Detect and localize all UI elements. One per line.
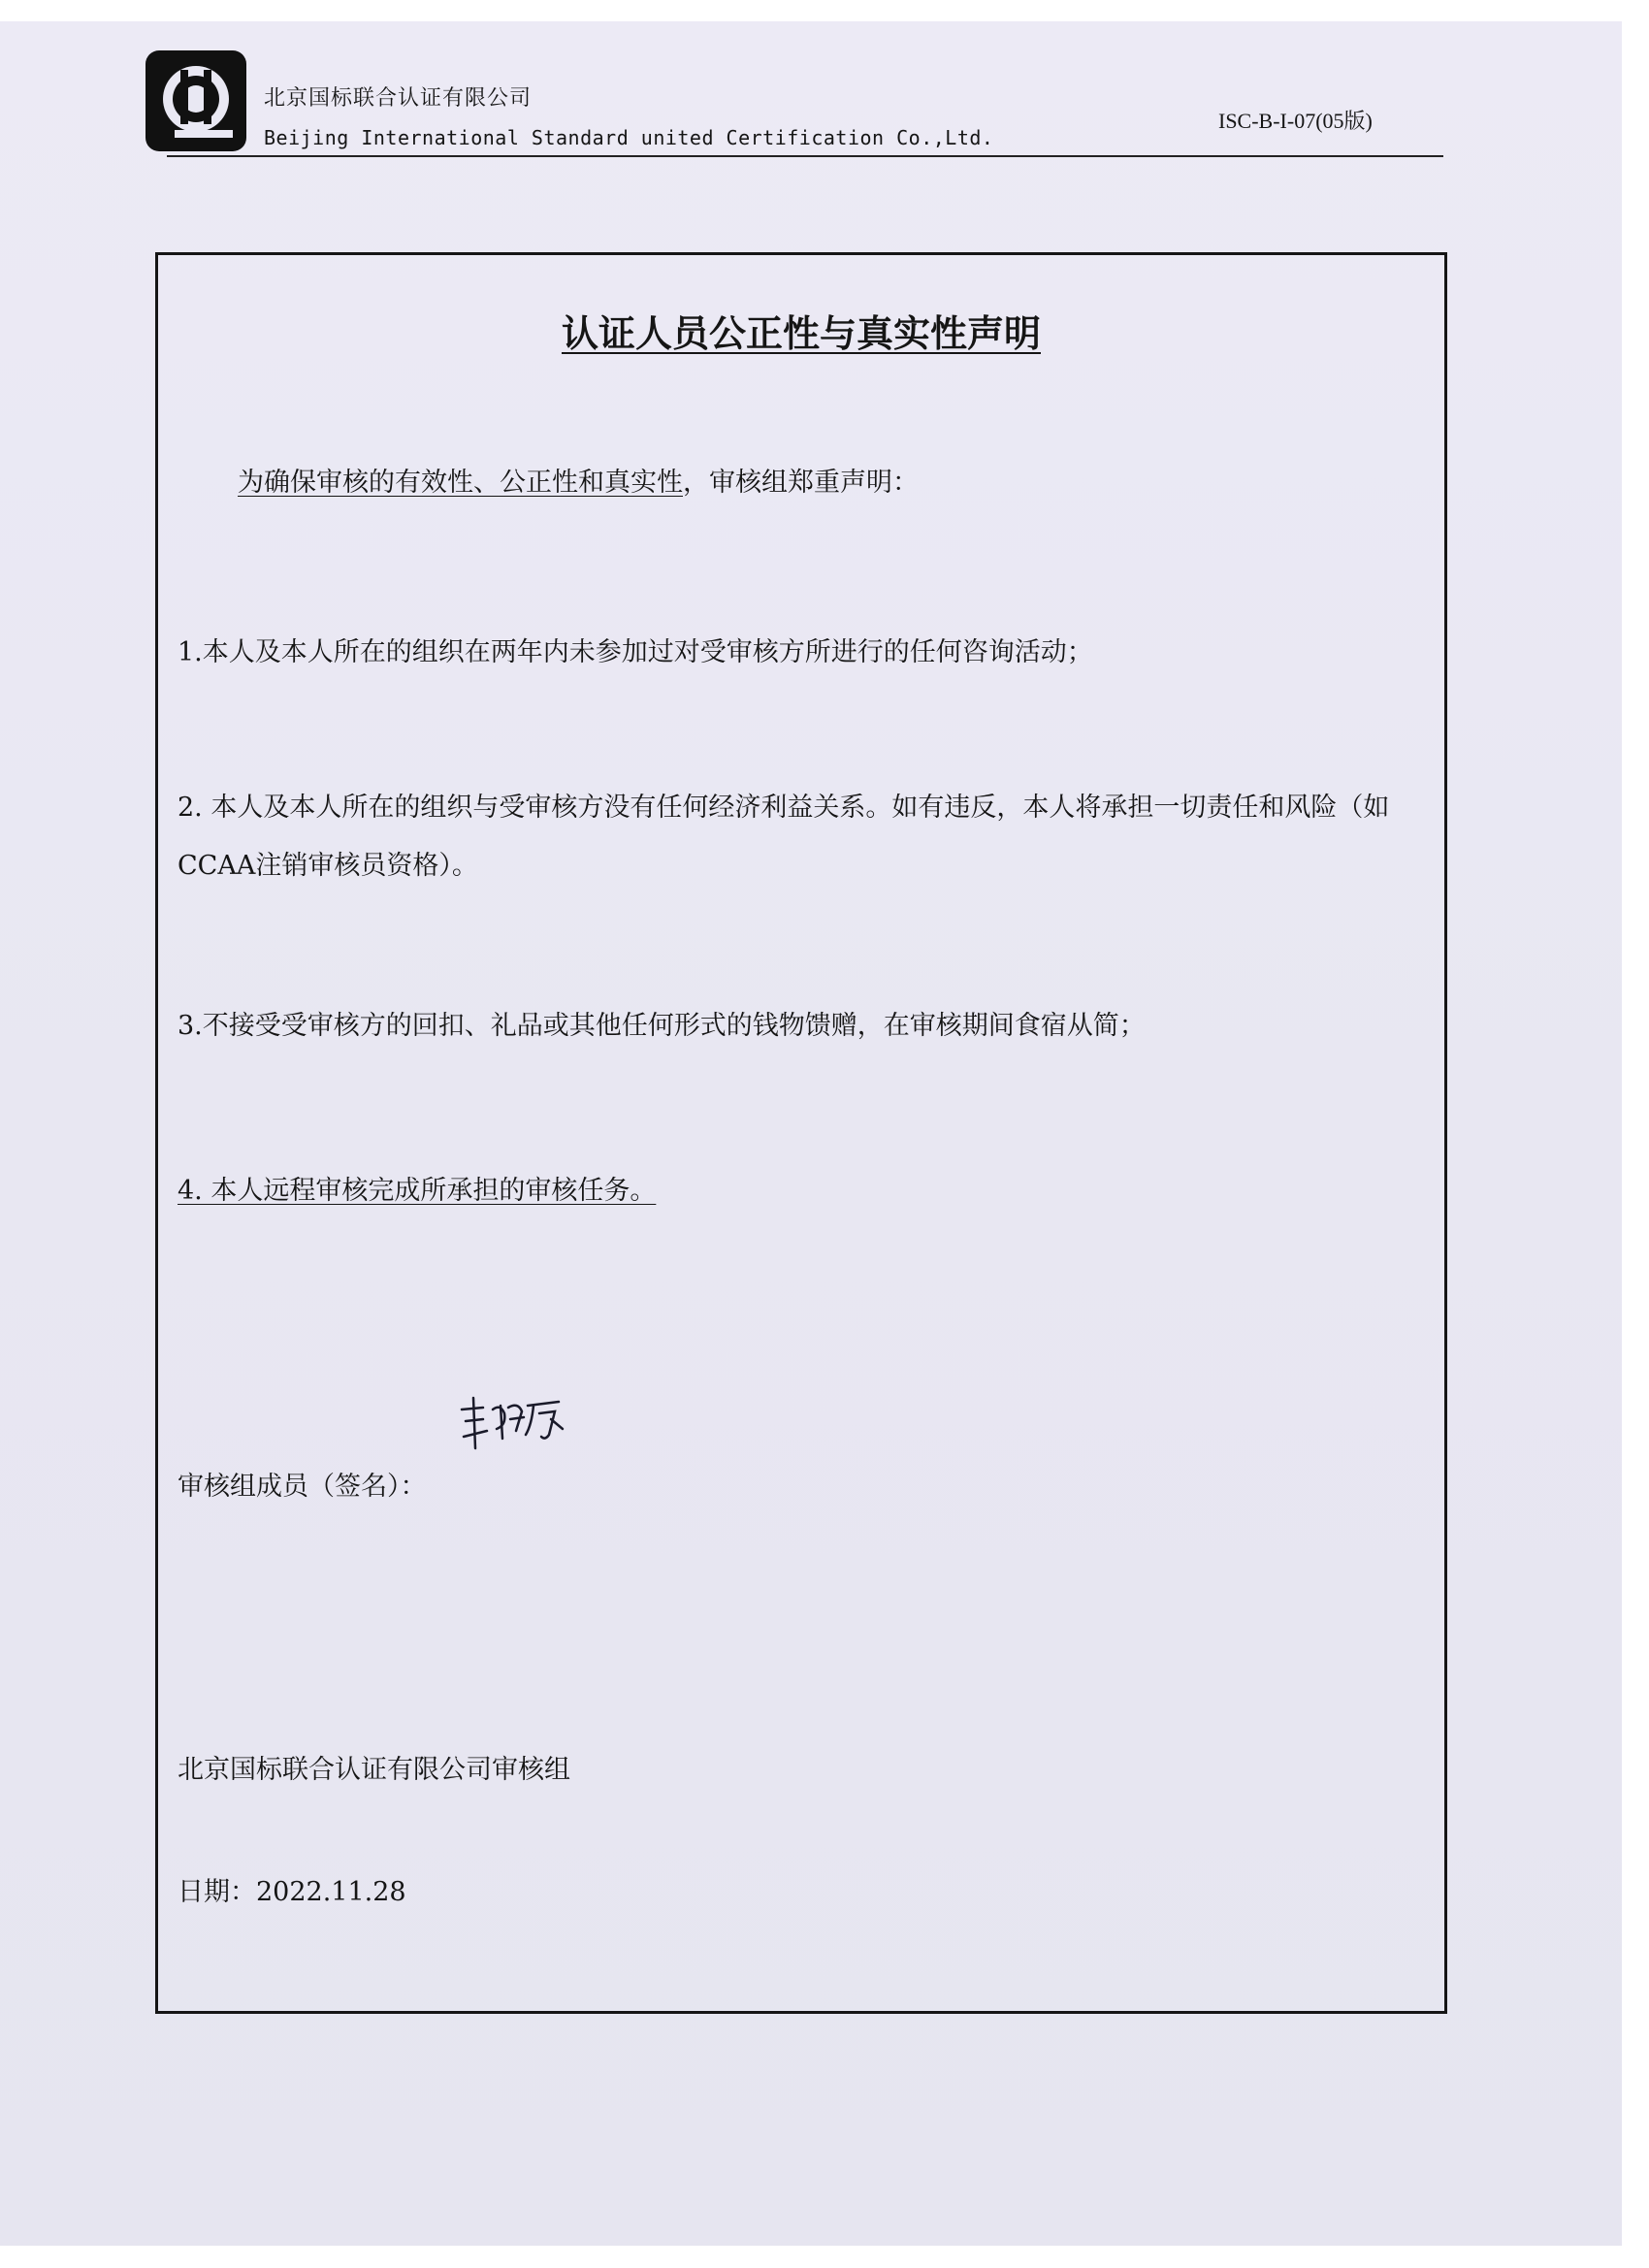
company-name-cn: 北京国标联合认证有限公司 bbox=[264, 86, 533, 111]
scan-border-right bbox=[1622, 0, 1649, 2268]
document-code: ISC-B-I-07(05版) bbox=[1218, 109, 1373, 133]
header-divider bbox=[167, 155, 1443, 157]
intro-underlined: 为确保审核的有效性、公正性和真实性 bbox=[238, 468, 683, 498]
org-line: 北京国标联合认证有限公司审核组 bbox=[178, 1755, 570, 1785]
date-line: 日期：2022.11.28 bbox=[178, 1877, 406, 1907]
scan-border-bottom bbox=[0, 2246, 1649, 2268]
intro-rest: ，审核组郑重声明： bbox=[683, 468, 919, 498]
signature-label: 审核组成员（签名）： bbox=[178, 1472, 427, 1502]
statement-3: 3.不接受受审核方的回扣、礼品或其他任何形式的钱物馈赠，在审核期间食宿从简； bbox=[178, 1011, 1146, 1041]
declaration-frame bbox=[155, 252, 1447, 2014]
company-logo-icon bbox=[146, 50, 246, 151]
intro-paragraph bbox=[238, 454, 1489, 512]
statement-4-text: 4. 本人远程审核完成所承担的审核任务。 bbox=[178, 1176, 657, 1206]
statement-4 bbox=[178, 1162, 1429, 1220]
handwritten-signature bbox=[454, 1380, 570, 1468]
document-title bbox=[158, 304, 1444, 357]
title-text: 认证人员公正性与真实性声明 bbox=[561, 312, 1041, 355]
scan-border-top bbox=[0, 0, 1649, 21]
statement-2: 2. 本人及本人所在的组织与受审核方没有任何经济利益关系。如有违反，本人将承担一切责任和风险（如CCAA注销审核员资格）。 bbox=[178, 793, 1390, 881]
company-name-en: Beijing International Standard united Certification Co.,Ltd. bbox=[264, 126, 994, 149]
statement-1: 1.本人及本人所在的组织在两年内未参加过对受审核方所进行的任何咨询活动； bbox=[178, 637, 1093, 667]
